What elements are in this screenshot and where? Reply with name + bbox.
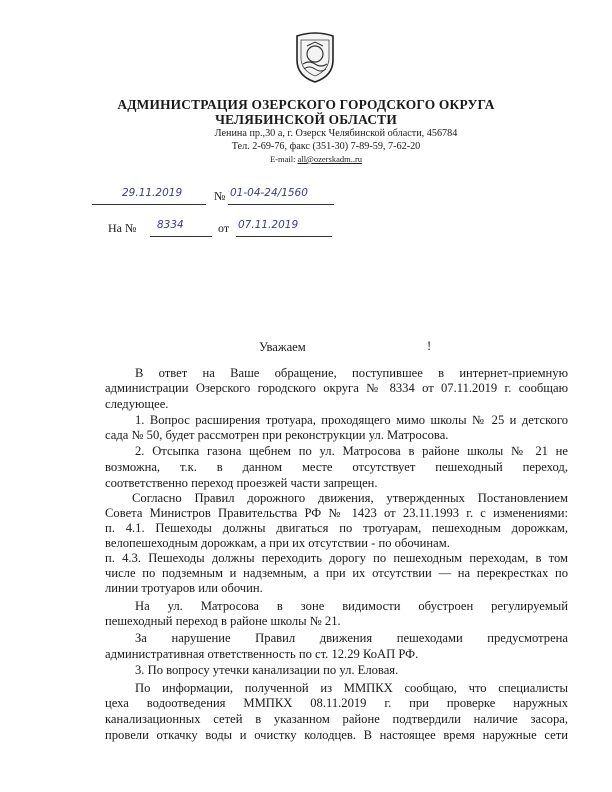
salutation-exclamation: !: [427, 339, 432, 353]
incoming-from-label: от: [218, 221, 230, 235]
incoming-number-underline: [150, 236, 212, 237]
incoming-number-label: На №: [108, 221, 137, 235]
date-underline: [92, 204, 206, 205]
body-line: По информации, полученной из ММПКХ сообщаю, что специалисты: [135, 681, 568, 695]
org-phones: Тел. 2-69-76, факс (351-30) 7-89-59, 7-62-20: [231, 141, 421, 152]
body-line: административная ответственность по ст. 12.29 КоАП РФ.: [105, 647, 419, 661]
email-label: E-mail:: [269, 154, 298, 164]
body-line: Согласно Правил дорожного движения, утвержденных Постановлением: [132, 491, 568, 505]
body-line: В ответ на Ваше обращение, поступившее в интернет-приемную: [135, 366, 568, 380]
body-line: возможна, т.к. в данном месте отсутствует пешеходный переход,: [105, 460, 568, 474]
org-title-line1: АДМИНИСТРАЦИЯ ОЗЕРСКОГО ГОРОДСКОГО ОКРУГА: [117, 97, 495, 112]
body-line: На ул. Матросова в зоне видимости обустроен регулируемый: [135, 599, 568, 613]
body-line: п. 4.1. Пешеходы должны двигаться по тротуарам, пешеходным дорожкам,: [105, 521, 568, 535]
body-line: цеха водоотведения ММПКХ 08.11.2019 г. при проверке наружных: [105, 696, 568, 710]
incoming-date-underline: [236, 236, 332, 237]
body-line: велопешеходным дорожкам, а при их отсутствии - по обочинам.: [105, 536, 450, 550]
body-line: числе по подземным и надземным, а при их отсутствии — на перекрестках по: [105, 566, 568, 580]
outgoing-number: 01-04-24/1560: [230, 187, 308, 199]
body-line: Совета Министров Правительства РФ № 1423 от 23.11.1993 г. с изменениями:: [105, 506, 568, 520]
org-title-line2: ЧЕЛЯБИНСКОЙ ОБЛАСТИ: [215, 112, 397, 127]
body-line: 3. По вопросу утечки канализации по ул. Еловая.: [135, 663, 399, 677]
body-line: 1. Вопрос расширения тротуара, проходящего мимо школы № 25 и детского: [135, 413, 568, 427]
salutation: Уважаем: [259, 340, 306, 354]
body-line: п. 4.3. Пешеходы должны переходить дорогу по пешеходным переходам, в том: [105, 551, 568, 565]
body-line: канализационных сетей в указанном районе подтвердили наличие засора,: [105, 712, 568, 726]
body-line: За нарушение Правил движения пешеходами предусмотрена: [135, 631, 568, 645]
incoming-number: 8334: [157, 219, 184, 231]
body-line: линии тротуаров или обочин.: [105, 581, 263, 595]
number-underline: [228, 204, 334, 205]
org-address: Ленина пр.,30 а, г. Озерск Челябинской области, 456784: [214, 128, 458, 139]
body-line: пешеходный переход в районе школы № 21.: [105, 614, 341, 628]
body-line: 2. Отсыпка газона щебнем по ул. Матросова в районе школы № 21 не: [135, 444, 568, 458]
incoming-date: 07.11.2019: [238, 219, 299, 231]
outgoing-date: 29.11.2019: [122, 187, 183, 199]
body-line: провели откачку воды и очистку колодцев. В настоящее время наружные сети: [105, 728, 568, 742]
outgoing-number-label: №: [214, 189, 226, 203]
org-email-line: [0, 154, 612, 164]
email-link[interactable]: all@ozerskadm..ru: [297, 154, 363, 164]
ozersk-coat-of-arms-icon: [293, 30, 337, 84]
body-line: следующее.: [105, 397, 169, 411]
body-line: соответственно переход проезжей части запрещен.: [105, 476, 378, 490]
body-line: администрации Озерского городского округа № 8334 от 07.11.2019 г. сообщаю: [105, 381, 568, 395]
body-line: сада № 50, будет рассмотрен при реконструкции ул. Матросова.: [105, 428, 449, 442]
